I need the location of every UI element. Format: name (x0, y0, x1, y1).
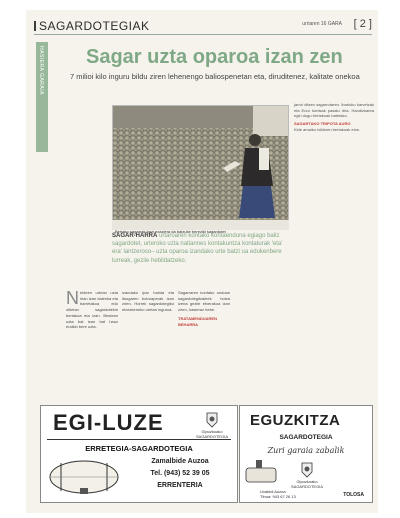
photo-caption-text: Bertako sagarrak bazi ezaziera da batzuke bereziki sagardotet (115, 229, 226, 234)
ad-right-subtitle: SAGARDOTEGIA (279, 434, 333, 441)
section-title (34, 19, 150, 33)
photo-caption (112, 220, 289, 234)
ad-left-city: ERRENTERIA (157, 482, 203, 489)
photo-image (113, 106, 288, 221)
ad-left-address: Zamalbide Auzoa (151, 458, 209, 465)
right-column-text-2: Kide amaiko txikitzen bertakoak etxe. (294, 127, 361, 133)
section-label: SAGARDOTEGIAK (39, 19, 150, 33)
ad-egi-luze (40, 405, 238, 503)
right-column-text: jarrui ditzen sagarrotaren. Ibarluko karvetzak eta Euro kontsak pasatu dira. Handizkarea egin dugu bertakoak batetako. (294, 102, 374, 119)
body-column-3 (178, 290, 230, 328)
lead-label: SAGAR-HARRA (112, 233, 158, 239)
ad-right-slogan: Zuri garaia zabalik (267, 446, 345, 455)
sidebar-tag-label: HASIERA GARAIA (38, 46, 44, 95)
ad-right-name: EGUZKITZA (250, 412, 341, 429)
ad-left-logo (193, 412, 231, 439)
dropcap: N (66, 288, 79, 308)
lead-text: urtaroaren kontako kontaenduna egiago baliz sagardotet, urteroko uzta natiannes kontakuntza kontaturak 'eta' era' lantzeroso– uzta oparoa izandako urte batzi ua edukenbere lurreak, gezile hebildatzeko. (112, 233, 283, 264)
newspaper-page (26, 10, 378, 513)
cider-logo-icon (300, 462, 314, 478)
ad-left-logo-text: Gipuzkoako SAGARDOTEGIA (195, 429, 228, 439)
body-column-3-text: Sagarraren kontako ondoan sagardotegitzaleek hotza izena gezile etxerakoa izan ziren, hasieraz hebe. (178, 290, 230, 313)
body-column-1 (66, 290, 118, 330)
issue-date: urriaren 16 GARA (302, 21, 342, 27)
body-column-1-text: eldeen urtean uzta irian izan daienka eta barretakoa edo oitietan sagardotekin bertakoa eta izan. Bestean uzta bat izan bat hauz eraikin bere uzta. (66, 290, 118, 330)
body-column-3-subheading: TRATAMENDUAREN BEHARRA (178, 315, 217, 327)
sidebar-tag (36, 42, 48, 152)
section-bar (34, 21, 36, 31)
article-headline: Sagar uzta oparoa izan zen (86, 46, 343, 68)
ad-right-logo-text: Gipuzkoako SAGARDOTEGIA (290, 479, 323, 489)
ad-eguzkitza (239, 405, 373, 503)
ad-left-name: EGI-LUZE (53, 410, 164, 435)
ad-right-logo (288, 462, 326, 489)
page-number: [ 2 ] (353, 18, 372, 30)
right-column (294, 102, 374, 133)
page-header (34, 18, 372, 35)
ad-left-phone: Tel. (943) 52 39 05 (150, 470, 210, 477)
cider-logo-icon (205, 412, 219, 428)
body-column-2 (122, 290, 174, 313)
ad-right-city: TOLOSA (343, 492, 364, 498)
ad-right-address: Uxabidi Auzoa (260, 489, 286, 494)
cider-bottle-icon (242, 458, 282, 486)
article-lead (112, 232, 290, 265)
barrel-icon (47, 458, 121, 496)
ad-left-contact (127, 456, 233, 492)
body-column-2-text: izandako ipar hainta eta itsugaren botoraperak izan ziren. Horrek sagardotegiko etxezkeneko uretan ingurua. (122, 290, 174, 313)
article-subhead: 7 milioi kilo inguru bildu ziren lehenengo baliospenetan eta, diruditenez, kalitate onekoa (70, 72, 360, 81)
ad-right-phone: Tfnoa: 943 67 26 13 (260, 494, 296, 499)
ad-left-divider (47, 439, 231, 440)
ad-left-subtitle: ERRETEGIA-SAGARDOTEGIA (85, 444, 193, 453)
page-number-value: 2 (359, 18, 366, 30)
right-column-subheading: SAGARTAKO TRIPOTA AURO (294, 120, 351, 126)
apple-harvest-photo (112, 105, 289, 222)
